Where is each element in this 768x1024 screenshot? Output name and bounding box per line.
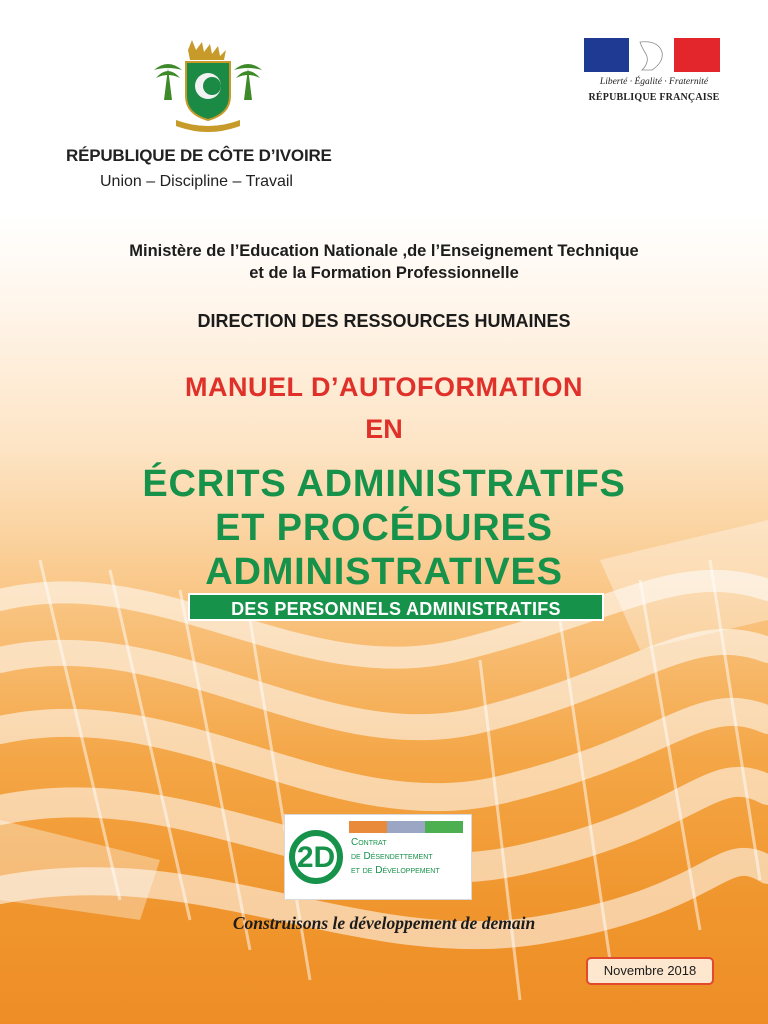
c2d-color-stripes bbox=[349, 821, 463, 833]
ministry-line-1: Ministère de l’Education Nationale ,de l’Enseignement Technique bbox=[129, 242, 639, 260]
c2d-line-2: de Désendettement bbox=[351, 851, 433, 862]
c2d-logo-box bbox=[284, 814, 472, 900]
direction-name: DIRECTION DES RESSOURCES HUMAINES bbox=[197, 311, 571, 331]
country-name: RÉPUBLIQUE DE CÔTE D’IVOIRE bbox=[66, 146, 332, 165]
main-title-line-2: ET PROCÉDURES bbox=[215, 507, 553, 549]
ministry-line-2: et de la Formation Professionnelle bbox=[249, 264, 519, 282]
title-en: EN bbox=[365, 414, 403, 444]
france-motto: Liberté · Égalité · Fraternité bbox=[599, 77, 709, 87]
ministry-name bbox=[0, 240, 768, 284]
c2d-logo-icon bbox=[289, 823, 343, 891]
svg-text:2D: 2D bbox=[296, 841, 336, 874]
title-manual: MANUEL D’AUTOFORMATION bbox=[185, 372, 583, 402]
c2d-line-1: Contrat bbox=[351, 837, 387, 848]
c2d-line-3: et de Développement bbox=[351, 865, 440, 876]
subtitle-badge: DES PERSONNELS ADMINISTRATIFS bbox=[188, 593, 604, 621]
main-title bbox=[0, 462, 768, 594]
date-badge: Novembre 2018 bbox=[586, 957, 714, 985]
national-motto: Union – Discipline – Travail bbox=[100, 173, 293, 190]
france-name: RÉPUBLIQUE FRANÇAISE bbox=[588, 92, 720, 103]
main-title-line-1: ÉCRITS ADMINISTRATIFS bbox=[142, 463, 626, 505]
coat-of-arms-logo bbox=[148, 40, 268, 136]
main-title-line-3: ADMINISTRATIVES bbox=[205, 551, 563, 593]
tagline: Construisons le développement de demain bbox=[232, 913, 536, 933]
